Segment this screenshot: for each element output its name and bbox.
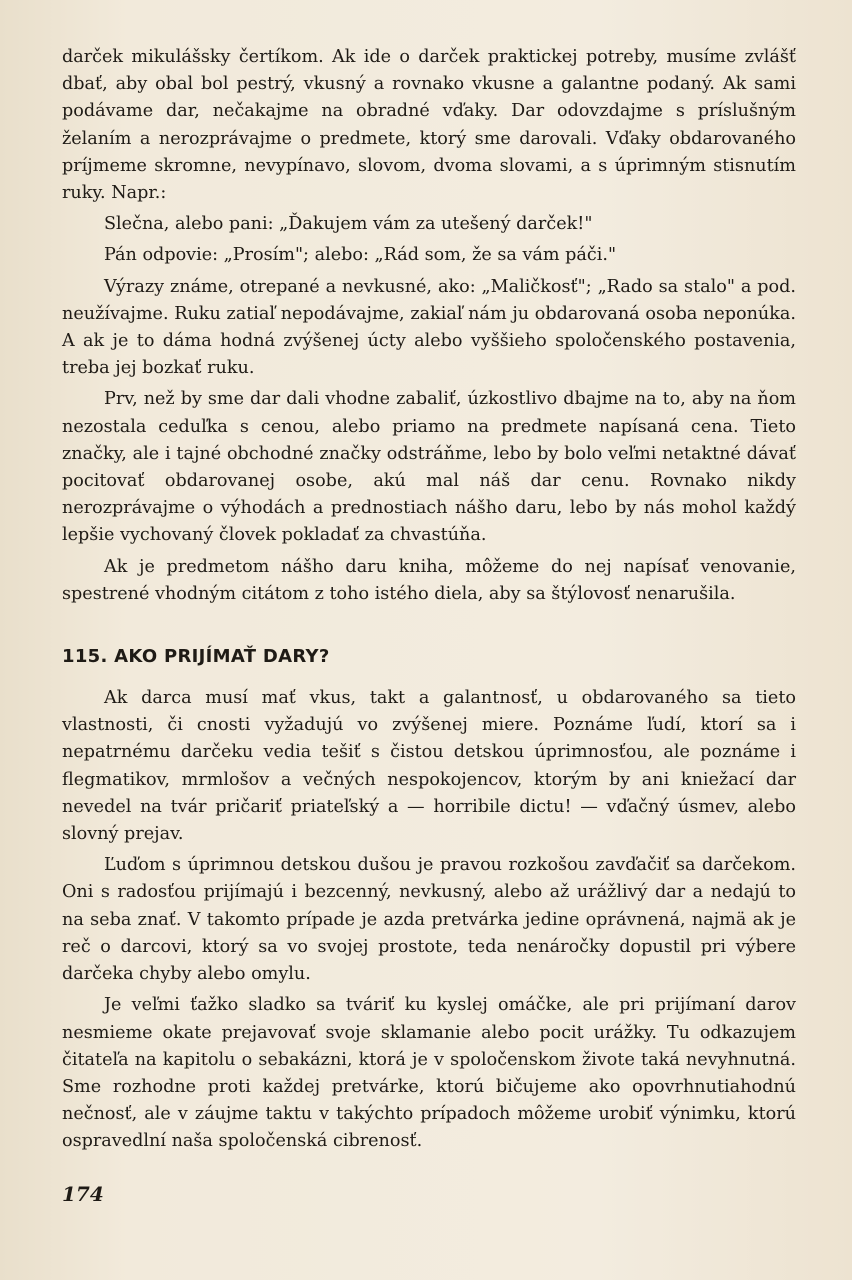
paragraph-disappointment: Je veľmi ťažko sladko sa tváriť ku kyslej omáčke, ale pri prijímaní darov nesmieme okate prejavovať svoje sklamanie alebo pocit urážky. Tu odkazujem čitateľa na kapitolu o sebakázni, ktorá je v spoločenskom živote taká nevyhnutná. Sme rozhodne proti každej pretvárke, ktorú bičujeme ako opovrhnutiahodnú nečnosť, ale v záujme taktu v takýchto prípadoch môžeme urobiť výnimku, ktorú ospravedlní naša spoločenská cibrenosť. bbox=[62, 995, 796, 1152]
page-number: 174 bbox=[62, 1182, 104, 1206]
paragraph-book-dedication: Ak je predmetom nášho daru kniha, môžeme do nej napísať venovanie, spestrené vhodným citátom z toho istého diela, aby sa štýlovosť nenarušila. bbox=[62, 556, 796, 604]
paragraph-receiver-qualities: Ak darca musí mať vkus, takt a galantnosť, u obdarovaného sa tieto vlastnosti, či cnosti vyžadujú vo zvýšenej miere. Poznáme ľudí, ktorí sa i nepatrnému darčeku vedia tešiť s čistou detskou úprimnosťou, ale poznáme i flegmatikov, mrmlošov a večných nespokojencov, ktorým by ani kniežací dar nevedel na tvár pričariť priateľský a — horribile dictu! — vďačný úsmev, alebo slovný prejav. bbox=[62, 688, 796, 845]
paragraph-avoid-phrases: Výrazy známe, otrepané a nevkusné, ako: „Maličkosť"; „Rado sa stalo" a pod. neužívajme. Ruku zatiaľ nepodávajme, zakiaľ nám ju obdarovaná osoba neponúka. A ak je to dáma hodná zvýšenej úcty alebo vyššieho spoločenského postavenia, treba jej bozkať ruku. bbox=[62, 276, 796, 379]
paragraph-price-tag: Prv, než by sme dar dali vhodne zabaliť, úzkostlivo dbajme na to, aby na ňom nezostala ceduľka s cenou, alebo priamo na predmete napísaná cena. Tieto značky, ale i tajné obchodné značky odstráňme, lebo by bolo veľmi netaktné dávať pocitovať obdarovanej osobe, akú mal náš dar cenu. Rovnako nikdy nerozprávajme o výhodách a prednostiach nášho daru, lebo by nás mohol každý lepšie vychovaný človek pokladať za chvastúňa. bbox=[62, 389, 796, 546]
paragraph-childlike-souls: Ľuďom s úprimnou detskou dušou je pravou rozkošou zavďačiť sa darčekom. Oni s radosťou prijímajú i bezcenný, nevkusný, alebo až urážlivý dar a nedajú to na seba znať. V takomto prípade je azda pretvárka jedine oprávnená, najmä ak je reč o darcovi, ktorý sa vo svojej prostote, teda nenáročky dopustil pri výbere darčeka chyby alebo omylu. bbox=[62, 855, 796, 985]
section-heading: 115. AKO PRIJÍMAŤ DARY? bbox=[62, 646, 330, 668]
paragraph-lady-thanks: Slečna, alebo pani: „Ďakujem vám za utešený darček!" bbox=[104, 214, 593, 235]
paragraph-gentleman-reply: Pán odpovie: „Prosím"; alebo: „Rád som, že sa vám páči." bbox=[104, 245, 617, 266]
paragraph-gift-wrapping: darček mikulášsky čertíkom. Ak ide o darček praktickej potreby, musíme zvlášť dbať, aby obal bol pestrý, vkusný a rovnako vkusne a galantne podaný. Ak sami podávame dar, nečakajme na obradné vďaky. Dar odovzdajme s príslušným želaním a nerozprávajme o predmete, ktorý sme darovali. Vďaky obdarovaného príjmeme skromne, nevypínavo, slovom, dvoma slovami, a s úprimným stisnutím ruky. Napr.: bbox=[62, 47, 796, 204]
